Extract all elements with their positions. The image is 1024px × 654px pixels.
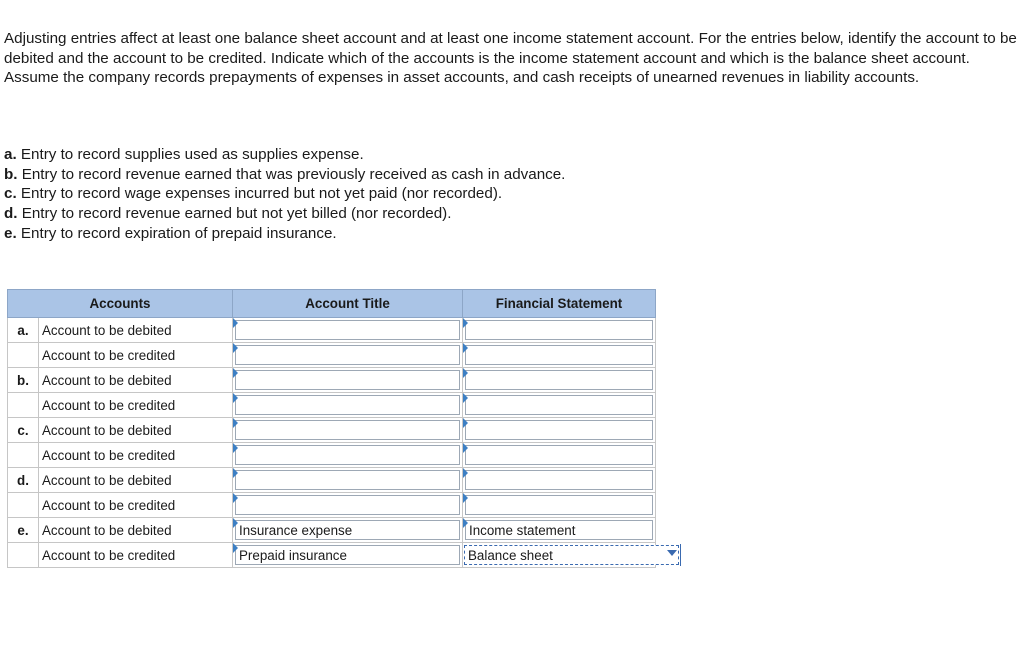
row-account-label: Account to be debited — [39, 318, 233, 343]
table-row — [8, 493, 656, 518]
account-title-input[interactable] — [233, 468, 463, 493]
header-financial-statement: Financial Statement — [463, 290, 656, 318]
table-row — [8, 468, 656, 493]
header-accounts: Accounts — [8, 290, 233, 318]
table-row — [8, 443, 656, 468]
row-account-label: Account to be debited — [39, 468, 233, 493]
row-account-label: Account to be credited — [39, 443, 233, 468]
row-account-label: Account to be credited — [39, 393, 233, 418]
table-header-row — [8, 290, 656, 318]
row-account-label: Account to be debited — [39, 518, 233, 543]
list-item: d. Entry to record revenue earned but not yet billed (nor recorded). — [4, 205, 452, 223]
row-letter: a. — [8, 318, 39, 343]
row-letter — [8, 543, 39, 568]
account-title-input[interactable]: Prepaid insurance — [233, 543, 463, 568]
list-item: a. Entry to record supplies used as supplies expense. — [4, 146, 364, 163]
chevron-down-icon[interactable] — [667, 550, 677, 556]
row-letter: c. — [8, 418, 39, 443]
financial-statement-select[interactable] — [463, 343, 656, 368]
table-row — [8, 418, 656, 443]
row-letter — [8, 343, 39, 368]
row-letter: b. — [8, 368, 39, 393]
row-account-label: Account to be debited — [39, 368, 233, 393]
header-account-title: Account Title — [233, 290, 463, 318]
row-account-label: Account to be credited — [39, 343, 233, 368]
list-item: c. Entry to record wage expenses incurred but not yet paid (nor recorded). — [4, 185, 503, 203]
table-row — [8, 318, 656, 343]
list-item: e. Entry to record expiration of prepaid insurance. — [4, 224, 337, 242]
account-title-input[interactable] — [233, 368, 463, 393]
table-row — [8, 543, 656, 568]
row-letter — [8, 393, 39, 418]
instructions-text: Adjusting entries affect at least one balance sheet account and at least one income statement account. For the entries below, identify the account to be debited and the account to be credited. Indicate which of the accounts is the income statement account and which is the balance sheet account. Assume the company records prepayments of expenses in asset accounts, and cash receipts of unearned revenues in liability accounts. — [4, 30, 1017, 87]
row-letter: d. — [8, 468, 39, 493]
account-title-input[interactable] — [233, 318, 463, 343]
row-letter: e. — [8, 518, 39, 543]
dropdown-separator — [680, 544, 681, 566]
row-account-label: Account to be credited — [39, 543, 233, 568]
list-item: b. Entry to record revenue earned that was previously received as cash in advance. — [4, 165, 566, 183]
table-row — [8, 343, 656, 368]
financial-statement-select[interactable] — [463, 368, 656, 393]
financial-statement-select[interactable]: Income statement — [463, 518, 656, 543]
entries-list — [4, 145, 565, 244]
account-title-input[interactable] — [233, 493, 463, 518]
financial-statement-select[interactable] — [463, 393, 656, 418]
financial-statement-select[interactable] — [463, 493, 656, 518]
account-title-input[interactable] — [233, 393, 463, 418]
financial-statement-select[interactable] — [463, 468, 656, 493]
table-row — [8, 393, 656, 418]
account-title-input[interactable]: Insurance expense — [233, 518, 463, 543]
table-row — [8, 518, 656, 543]
account-title-input[interactable] — [233, 343, 463, 368]
row-letter — [8, 443, 39, 468]
row-letter — [8, 493, 39, 518]
row-account-label: Account to be debited — [39, 418, 233, 443]
row-account-label: Account to be credited — [39, 493, 233, 518]
financial-statement-select[interactable] — [463, 443, 656, 468]
account-title-input[interactable] — [233, 443, 463, 468]
financial-statement-select[interactable] — [463, 418, 656, 443]
account-title-input[interactable] — [233, 418, 463, 443]
financial-statement-select[interactable]: Balance sheet — [463, 543, 656, 568]
table-row — [8, 368, 656, 393]
financial-statement-select[interactable] — [463, 318, 656, 343]
adjusting-entries-table — [7, 289, 656, 568]
